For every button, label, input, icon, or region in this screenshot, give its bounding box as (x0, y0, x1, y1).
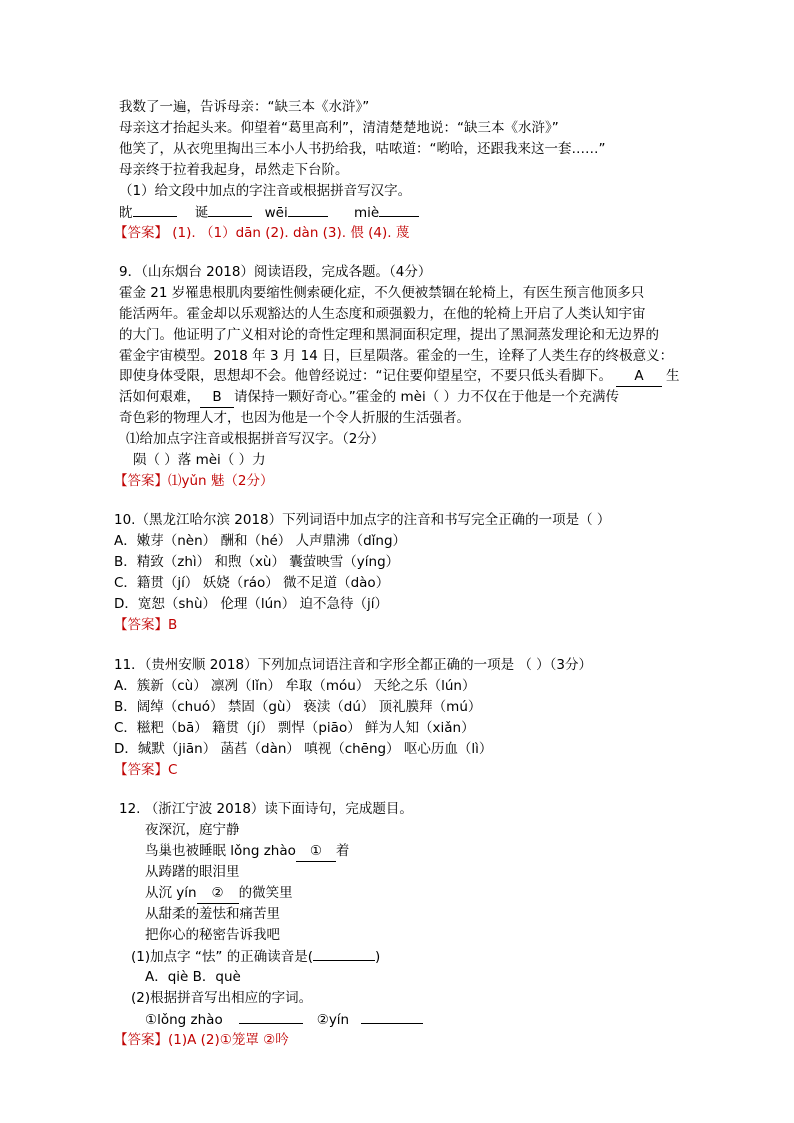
text-segment: 的微笑里 (238, 885, 293, 901)
sub-question: ⑴给加点字注音或根据拼音写汉字。（2分） (126, 431, 385, 447)
answer-blank (379, 202, 419, 217)
question-instruction: （1）给文段中加点的字注音或根据拼音写汉字。 (119, 183, 412, 199)
blank-b: B (200, 387, 234, 408)
paragraph-line: 霍金宇宙模型。2018 年 3 月 14 日，巨星陨落。霍金的一生，诠释了人类生存的终极意义： (119, 348, 674, 364)
text-segment: 从沉 yín (145, 885, 197, 901)
text-segment: ②yín (316, 1012, 350, 1028)
answer-blank (361, 1009, 423, 1024)
poem-line: 把你心的秘密告诉我吧 (145, 927, 280, 943)
passage-line: 我数了一遍，告诉母亲：“缺三本《水浒》” (119, 99, 370, 115)
passage-line: 母亲这才抬起头来。仰望着“葛里高利”，清清楚楚地说：“缺三本《水浒》” (119, 120, 559, 136)
options: A．qiè B．què (145, 969, 241, 985)
option-a: A．嫩芽（nèn） 酬和（hé） 人声鼎沸（dǐng） (114, 533, 407, 549)
blank-1: ① (296, 841, 336, 862)
poem-line (145, 841, 349, 862)
text-segment: 鸟巢也被睡眠 lǒng zhào (145, 843, 296, 859)
blank-2: ② (197, 883, 239, 904)
paragraph-line (119, 366, 680, 387)
poem-line: 夜深沉，庭宁静 (145, 822, 240, 838)
sub-question: (2)根据拼音写出相应的字词。 (131, 990, 313, 1006)
text-segment: 活如何艰难， (119, 389, 200, 405)
question-stem: 11．（贵州安顺 2018）下列加点词语注音和字形全都正确的一项是 （ ）（3分） (114, 657, 592, 673)
poem-line: 从甜柔的羞怯和痛苦里 (145, 906, 280, 922)
option-b: B．阔绰（chuó） 禁固（gù） 亵渎（dú） 顶礼膜拜（mú） (114, 699, 482, 715)
poem-line (145, 883, 293, 904)
fill-items (119, 202, 419, 223)
sub-question (131, 946, 380, 967)
option-a: A．簇新（cù） 凛冽（lǐn） 牟取（móu） 天纶之乐（lún） (114, 678, 476, 694)
answer-blank (313, 946, 375, 961)
answer-line: 【答案】⑴yǔn 魅（2分） (114, 473, 274, 489)
passage-line: 他笑了，从衣兜里掏出三本小人书扔给我，咕哝道：“哟哈，还跟我来这一套……” (119, 141, 606, 157)
option-c: C．糍粑（bā） 籍贯（jí） 剽悍（piāo） 鲜为人知（xiǎn） (114, 720, 475, 736)
answer-blank (208, 202, 252, 217)
poem-line: 从踌躇的眼泪里 (145, 864, 240, 880)
paragraph-line (119, 387, 619, 408)
sub-question-items (145, 1009, 423, 1030)
answer-blank (288, 202, 328, 217)
paragraph-line: 的大门。他证明了广义相对论的奇性定理和黑洞面积定理，提出了黑洞蒸发理论和无边界的 (119, 327, 659, 343)
sub-question-items: 陨（ ）落 mèi（ ）力 (133, 452, 266, 468)
item-label: 诞 (194, 205, 209, 221)
item-label: 眈 (119, 205, 133, 221)
answer-line: 【答案】C (114, 762, 178, 778)
option-c: C．籍贯（jí） 妖娆（ráo） 微不足道（dào） (114, 575, 390, 591)
blank-a: A (616, 366, 662, 387)
answer-blank (239, 1009, 303, 1024)
text-segment: 生 (666, 368, 680, 384)
answer-line: 【答案】 (1). （1）dān (2). dàn (3). 偎 (4). 蔑 (114, 225, 410, 241)
answer-line: 【答案】B (114, 617, 178, 633)
paragraph-line: 霍金 21 岁罹患根肌肉要缩性侧索硬化症，不久便被禁锢在轮椅上，有医生预言他顶多只 (119, 285, 645, 301)
text-segment: ) (374, 949, 381, 965)
text-segment: ①lǒng zhào (145, 1012, 223, 1028)
item-label: wēi (264, 205, 288, 221)
option-d: D．宽恕（shù） 伦理（lún） 迫不急待（jí） (114, 596, 388, 612)
text-segment: 请保持一颗好奇心。”霍金的 mèi（ ）力不仅在于他是一个充满传 (234, 389, 620, 405)
question-stem: 9．（山东烟台 2018）阅读语段，完成各题。（4分） (119, 264, 432, 280)
option-b: B．精致（zhì） 和煦（xù） 囊萤映雪（yíng） (114, 554, 400, 570)
question-stem: 12. （浙江宁波 2018）读下面诗句，完成题目。 (119, 801, 413, 817)
question-stem: 10.（黑龙江哈尔滨 2018）下列词语中加点字的注音和书写完全正确的一项是（ ） (114, 512, 611, 528)
paragraph-line: 奇色彩的物理人才，也因为他是一个令人折服的生活强者。 (119, 410, 470, 426)
paragraph-line: 能活两年。霍金却以乐观豁达的人生态度和顽强毅力，在他的轮椅上开启了人类认知宇宙 (119, 306, 646, 322)
text-segment: 即使身体受限，思想却不会。他曾经说过：“记住要仰望星空，不要只低头看脚下。 (119, 368, 612, 384)
passage-line: 母亲终于拉着我起身，昂然走下台阶。 (119, 162, 349, 178)
item-label: miè (354, 205, 380, 221)
option-d: D．缄默（jiān） 菡萏（dàn） 嗔视（chēng） 呕心历血（lì） (114, 741, 493, 757)
text-segment: 着 (335, 843, 350, 859)
answer-blank (133, 202, 177, 217)
answer-line: 【答案】(1)A (2)①笼罩 ②吟 (114, 1032, 289, 1048)
text-segment: (1)加点字 “怯” 的正确读音是( (131, 949, 313, 965)
